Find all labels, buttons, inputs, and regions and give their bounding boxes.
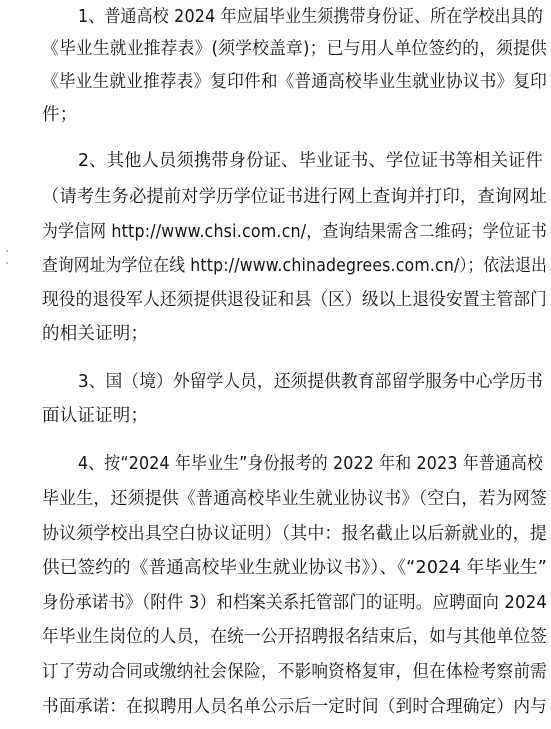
paragraph-1-line-2: 《毕业生就业推荐表》(须学校盖章)；已与用人单位签约的，须提供 [42, 39, 547, 59]
scan-speck [6, 250, 8, 252]
paragraph-2-line-3: 为学信网 http://www.chsi.com.cn/，查询结果需含二维码；学位证书 [42, 222, 547, 242]
paragraph-2-line-6: 的相关证明； [42, 324, 149, 344]
paragraph-2-line-1: 2、其他人员须携带身份证、毕业证书、学位证书等相关证件 [78, 151, 543, 171]
paragraph-4-line-4: 供已签约的《普通高校毕业生就业协议书》）、《“2024 年毕业生” [42, 558, 547, 578]
paragraph-3-line-1: 3、国（境）外留学人员，还须提供教育部留学服务中心学历书 [78, 372, 543, 392]
paragraph-4-line-8: 书面承诺：在拟聘用人员名单公示后一定时间（到时合理确定）内与 [42, 697, 547, 717]
paragraph-4-line-3: 协议须学校出具空白协议证明）（其中：报名截止以后新就业的，提 [42, 524, 547, 544]
paragraph-3-line-2: 面认证证明； [42, 406, 149, 426]
paragraph-2-line-5: 现役的退役军人还须提供退役证和县（区）级以上退役安置主管部门 [42, 290, 547, 310]
paragraph-4-line-6: 年毕业生岗位的人员，在统一公开招聘报名结束后，如与其他单位签 [42, 627, 547, 647]
paragraph-4-line-1: 4、按“2024 年毕业生”身份报考的 2022 年和 2023 年普通高校 [78, 454, 543, 474]
paragraph-1-line-3: 《毕业生就业推荐表》复印件和《普通高校毕业生就业协议书》复印 [42, 72, 547, 92]
paragraph-4-line-7: 订了劳动合同或缴纳社会保险，不影响资格复审，但在体检考察前需 [42, 662, 547, 682]
paragraph-2-line-2: （请考生务必提前对学历学位证书进行网上查询并打印，查询网址 [42, 187, 547, 207]
paragraph-4-line-5: 身份承诺书》（附件 3）和档案关系托管部门的证明。应聘面向 2024 [42, 593, 547, 613]
paragraph-2-line-4: 查询网址为学位在线 http://www.chinadegrees.com.cn/）；依法退出 [42, 256, 547, 276]
paragraph-1-line-1: 1、普通高校 2024 年应届毕业生须携带身份证、所在学校出具的 [78, 7, 543, 27]
paragraph-1-line-4: 件； [42, 105, 78, 125]
paragraph-4-line-2: 毕业生，还须提供《普通高校毕业生就业协议书》（空白，若为网签 [42, 489, 547, 509]
scan-speck [6, 262, 8, 264]
